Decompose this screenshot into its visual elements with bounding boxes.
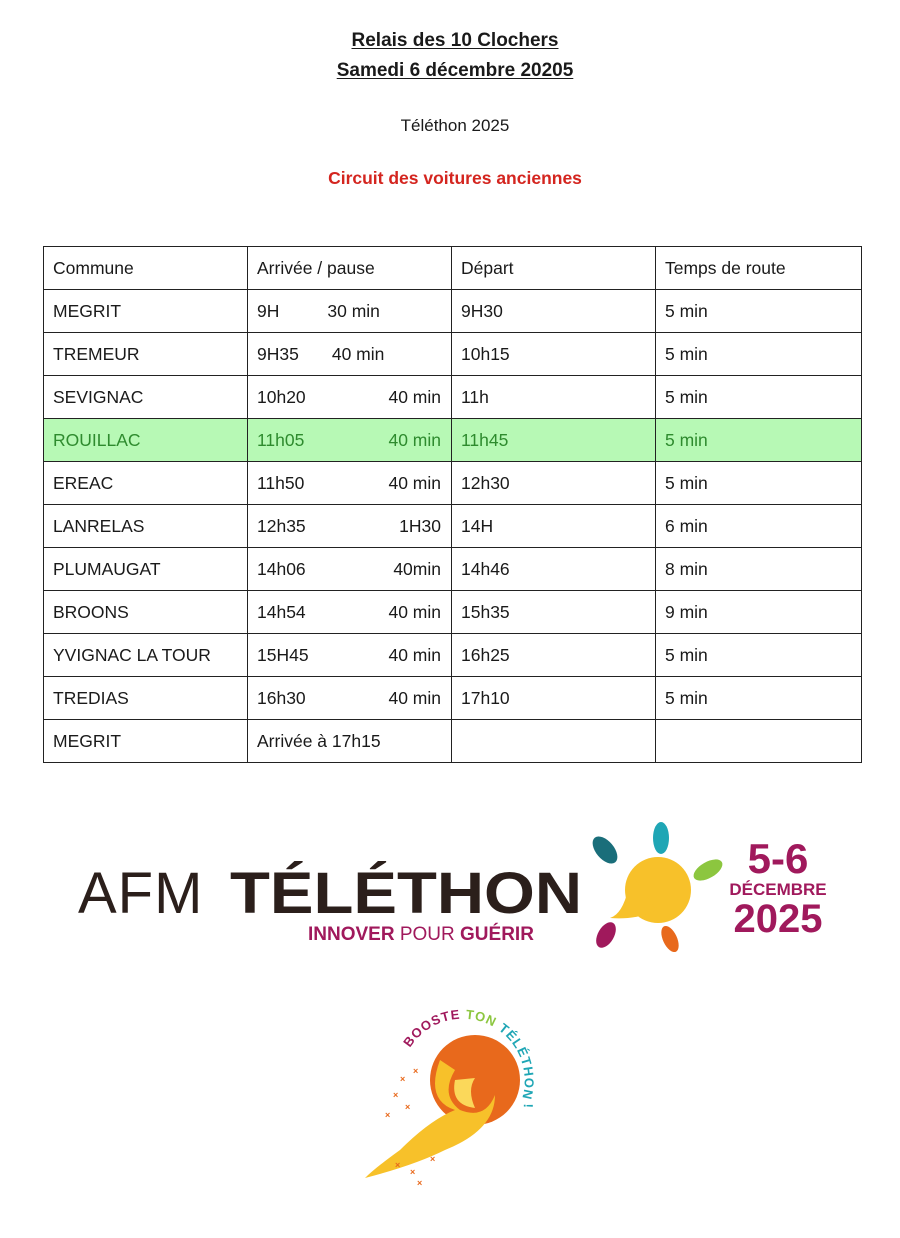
cell-arrivee-pause bbox=[248, 290, 452, 333]
logo-dates: 5-6 bbox=[747, 835, 809, 882]
svg-text:×: × bbox=[395, 1160, 401, 1170]
cell-arrivee-pause bbox=[248, 505, 452, 548]
cell-temps-route: 6 min bbox=[656, 505, 862, 548]
svg-text:×: × bbox=[417, 1178, 423, 1188]
table-row bbox=[44, 505, 862, 548]
cell-commune: MEGRIT bbox=[44, 290, 248, 333]
flame-icon bbox=[365, 1035, 520, 1178]
column-header-temps: Temps de route bbox=[656, 247, 862, 290]
arrival-time: 11h50 bbox=[257, 472, 305, 493]
svg-text:×: × bbox=[400, 1074, 406, 1084]
cell-depart: 16h25 bbox=[452, 634, 656, 677]
cell-temps-route: 8 min bbox=[656, 548, 862, 591]
cell-commune: TREDIAS bbox=[44, 677, 248, 720]
table-row bbox=[44, 677, 862, 720]
cell-arrivee-pause bbox=[248, 591, 452, 634]
document-title: Relais des 10 Clochers bbox=[351, 30, 559, 51]
cell-temps-route: 5 min bbox=[656, 634, 862, 677]
arrival-time: 9H35 bbox=[257, 343, 299, 364]
cell-depart: 11h45 bbox=[452, 419, 656, 462]
svg-text:×: × bbox=[393, 1090, 399, 1100]
cell-commune: PLUMAUGAT bbox=[44, 548, 248, 591]
logo-telethon-text: TÉLÉTHON bbox=[230, 861, 582, 926]
afm-telethon-logo bbox=[78, 818, 838, 958]
cell-depart: 15h35 bbox=[452, 591, 656, 634]
cell-commune: SEVIGNAC bbox=[44, 376, 248, 419]
table-header-row bbox=[44, 247, 862, 290]
cell-arrivee-pause bbox=[248, 333, 452, 376]
arrival-time: 14h54 bbox=[257, 601, 306, 622]
booste-ton-telethon-logo bbox=[355, 1000, 545, 1190]
cell-depart: 11h bbox=[452, 376, 656, 419]
sun-icon bbox=[588, 822, 726, 955]
document-subtitle: Téléthon 2025 bbox=[400, 116, 510, 135]
table-row bbox=[44, 333, 862, 376]
pause-duration: 40 min bbox=[388, 472, 441, 493]
cell-arrivee-pause bbox=[248, 634, 452, 677]
svg-text:×: × bbox=[430, 1154, 436, 1164]
svg-text:×: × bbox=[413, 1066, 419, 1076]
cell-temps-route: 5 min bbox=[656, 462, 862, 505]
cell-arrivee-pause bbox=[248, 677, 452, 720]
cell-depart: 14h46 bbox=[452, 548, 656, 591]
table-row bbox=[44, 634, 862, 677]
table-row-final bbox=[44, 720, 862, 763]
table-row bbox=[44, 290, 862, 333]
cell-commune: EREAC bbox=[44, 462, 248, 505]
cell-temps-route: 5 min bbox=[656, 419, 862, 462]
table-row bbox=[44, 462, 862, 505]
cell-depart: 10h15 bbox=[452, 333, 656, 376]
pause-duration: 40 min bbox=[331, 343, 385, 364]
cell-temps-route: 5 min bbox=[656, 376, 862, 419]
cell-depart: 9H30 bbox=[452, 290, 656, 333]
column-header-depart: Départ bbox=[452, 247, 656, 290]
cell-arrivee-pause bbox=[248, 548, 452, 591]
arrival-time: 9H bbox=[257, 300, 280, 321]
logo-tagline: INNOVER POUR GUÉRIR bbox=[308, 924, 534, 945]
cell-temps-route: 5 min bbox=[656, 333, 862, 376]
cell-depart: 17h10 bbox=[452, 677, 656, 720]
column-header-arrivee: Arrivée / pause bbox=[248, 247, 452, 290]
cell-commune: BROONS bbox=[44, 591, 248, 634]
cell-commune: LANRELAS bbox=[44, 505, 248, 548]
cell-depart: 14H bbox=[452, 505, 656, 548]
arrival-time: 16h30 bbox=[257, 687, 306, 708]
cell-depart bbox=[452, 720, 656, 763]
logo-month: DÉCEMBRE bbox=[729, 880, 827, 899]
cell-arrivee: Arrivée à 17h15 bbox=[248, 720, 452, 763]
cell-temps-route: 5 min bbox=[656, 677, 862, 720]
svg-text:×: × bbox=[405, 1102, 411, 1112]
table-row bbox=[44, 376, 862, 419]
arrival-time: 15H45 bbox=[257, 644, 309, 665]
cell-temps-route: 5 min bbox=[656, 290, 862, 333]
cell-temps-route: 9 min bbox=[656, 591, 862, 634]
pause-duration: 40 min bbox=[388, 429, 441, 450]
pause-duration: 40 min bbox=[388, 687, 441, 708]
document-date: Samedi 6 décembre 20205 bbox=[336, 60, 574, 81]
cell-arrivee-pause bbox=[248, 419, 452, 462]
arrival-time: 11h05 bbox=[257, 429, 305, 450]
svg-text:×: × bbox=[385, 1110, 391, 1120]
cell-commune: MEGRIT bbox=[44, 720, 248, 763]
cell-arrivee-pause bbox=[248, 462, 452, 505]
logo-afm-text: AFM bbox=[78, 861, 204, 926]
cell-route bbox=[656, 720, 862, 763]
pause-duration: 1H30 bbox=[399, 515, 441, 536]
pause-duration: 40 min bbox=[388, 601, 441, 622]
circuit-title: Circuit des voitures anciennes bbox=[328, 168, 582, 188]
svg-text:×: × bbox=[410, 1167, 416, 1177]
arrival-time: 10h20 bbox=[257, 386, 306, 407]
pause-duration: 40 min bbox=[388, 386, 441, 407]
logo-year: 2025 bbox=[733, 897, 823, 941]
booste-arc-text: BOOSTE TON TÉLÉTHON ! bbox=[400, 1006, 537, 1110]
table-row bbox=[44, 591, 862, 634]
arrival-time: 14h06 bbox=[257, 558, 306, 579]
column-header-commune: Commune bbox=[44, 247, 248, 290]
cell-commune: TREMEUR bbox=[44, 333, 248, 376]
cell-depart: 12h30 bbox=[452, 462, 656, 505]
cell-arrivee-pause bbox=[248, 376, 452, 419]
pause-duration: 40 min bbox=[388, 644, 441, 665]
table-row bbox=[44, 548, 862, 591]
pause-duration: 40min bbox=[393, 558, 441, 579]
cell-commune: YVIGNAC LA TOUR bbox=[44, 634, 248, 677]
arrival-time: 12h35 bbox=[257, 515, 306, 536]
schedule-table bbox=[43, 246, 862, 763]
table-row bbox=[44, 419, 862, 462]
pause-duration: 30 min bbox=[327, 300, 380, 321]
cell-commune: ROUILLAC bbox=[44, 419, 248, 462]
